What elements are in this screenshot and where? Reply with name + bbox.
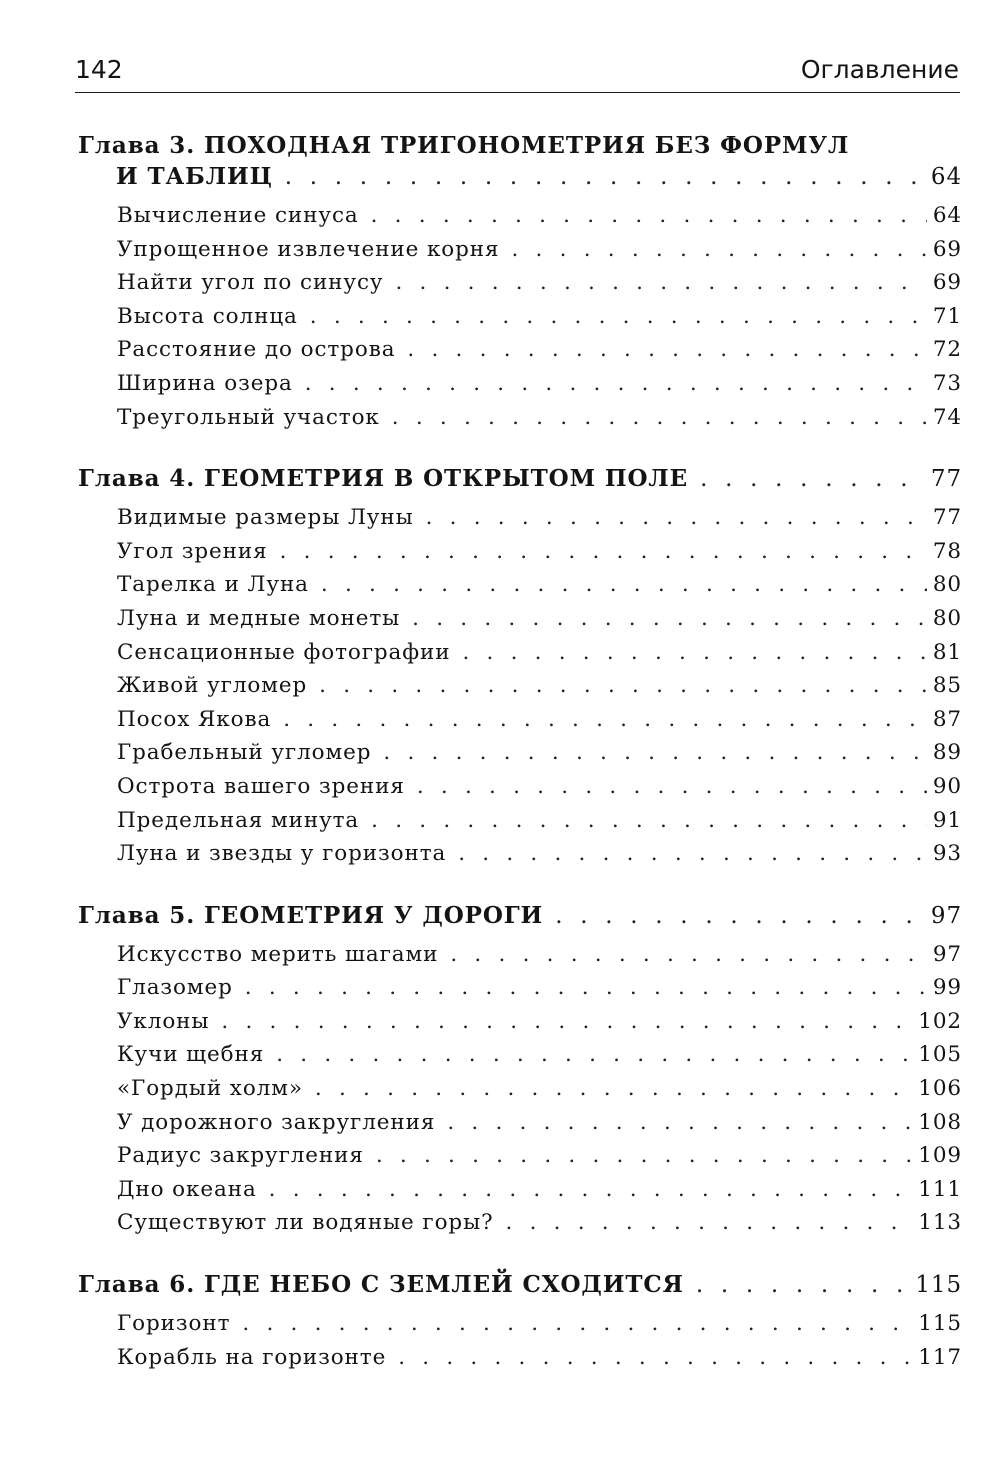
running-head [75, 52, 960, 93]
dot-leader [376, 1139, 912, 1173]
table-of-contents [78, 130, 962, 1403]
dot-leader [506, 1206, 913, 1240]
entry-title: Живой угломер [117, 673, 308, 699]
entry-page-number: 77 [932, 505, 962, 531]
toc-entry [78, 199, 962, 233]
dot-leader [371, 199, 927, 233]
chapter-title: Глава 5. ГЕОМЕТРИЯ У ДОРОГИ [78, 901, 544, 929]
dot-leader [280, 535, 927, 569]
dot-leader [315, 1072, 912, 1106]
entry-title: Предельная минута [117, 807, 360, 833]
entry-page-number: 74 [932, 404, 962, 430]
toc-entry [78, 333, 962, 367]
entry-page-number: 105 [918, 1042, 962, 1068]
entry-page-number: 106 [918, 1076, 962, 1102]
dot-leader [407, 333, 926, 367]
toc-entry [78, 1173, 962, 1207]
entry-page-number: 91 [932, 807, 962, 833]
entry-title: «Гордый холм» [117, 1076, 303, 1102]
toc-entry [78, 1139, 962, 1173]
chapter-heading [78, 900, 962, 932]
entry-title: Сенсационные фотографии [117, 639, 451, 665]
chapter-3 [78, 130, 962, 434]
entry-title: Существуют ли водяные горы? [117, 1210, 494, 1236]
chapter-title-line1: Глава 3. ПОХОДНАЯ ТРИГОНОМЕТРИЯ БЕЗ ФОРМУЛ [78, 132, 850, 159]
dot-leader [283, 703, 927, 737]
entry-page-number: 71 [932, 303, 962, 329]
dot-leader [447, 1106, 912, 1140]
dot-leader [412, 602, 927, 636]
dot-leader [696, 1270, 910, 1301]
entry-page-number: 80 [932, 572, 962, 598]
dot-leader [383, 736, 926, 770]
chapter-heading [78, 463, 962, 495]
entry-title: Дно океана [117, 1176, 257, 1202]
entry-page-number: 64 [932, 203, 962, 228]
dot-leader [462, 636, 926, 670]
toc-entry [78, 1106, 962, 1140]
dot-leader [426, 501, 927, 535]
entry-title: Уклоны [117, 1008, 210, 1034]
entry-page-number: 80 [932, 605, 962, 631]
chapter-6 [78, 1269, 962, 1374]
toc-entry [78, 770, 962, 804]
toc-entry [78, 1038, 962, 1072]
toc-entry [78, 367, 962, 401]
chapter-4 [78, 463, 962, 871]
entry-page-number: 93 [932, 841, 962, 867]
entry-title: Корабль на горизонте [117, 1344, 387, 1370]
dot-leader [371, 804, 927, 838]
entry-page-number: 117 [918, 1344, 962, 1370]
entry-page-number: 85 [932, 673, 962, 699]
toc-entry [78, 971, 962, 1005]
toc-entry [78, 736, 962, 770]
chapter-heading [78, 130, 962, 193]
toc-entry [78, 501, 962, 535]
toc-entry [78, 837, 962, 871]
entry-page-number: 69 [932, 236, 962, 262]
entry-title: Расстояние до острова [117, 337, 396, 363]
toc-entry [78, 233, 962, 267]
entry-title: Треугольный участок [117, 404, 380, 430]
entry-title: Глазомер [117, 975, 233, 1001]
section-list [78, 1307, 962, 1374]
entry-title: Видимые размеры Луны [117, 505, 414, 531]
dot-leader [310, 300, 927, 334]
entry-page-number: 81 [932, 639, 962, 665]
toc-entry [78, 1005, 962, 1039]
entry-title: Грабельный угломер [117, 740, 372, 766]
entry-page-number: 97 [932, 941, 962, 967]
chapter-title-line2: И ТАБЛИЦ [116, 163, 273, 190]
entry-title: Искусство мерить шагами [117, 941, 439, 967]
entry-title: У дорожного закругления [117, 1109, 436, 1135]
chapter-page-number: 115 [915, 1272, 962, 1299]
entry-title: Ширина озера [117, 370, 293, 396]
toc-entry [78, 401, 962, 435]
section-list [78, 199, 962, 434]
entry-title: Посох Якова [117, 706, 272, 732]
toc-entry [78, 1072, 962, 1106]
dot-leader [458, 837, 927, 871]
toc-entry [78, 1341, 962, 1375]
entry-page-number: 115 [918, 1311, 962, 1337]
entry-title: Горизонт [117, 1311, 231, 1337]
toc-entry [78, 1307, 962, 1341]
chapter-title: Глава 6. ГДЕ НЕБО С ЗЕМЛЕЙ СХОДИТСЯ [78, 1271, 684, 1299]
toc-entry [78, 602, 962, 636]
chapter-page-number: 64 [930, 164, 962, 190]
chapter-title-row [78, 1269, 962, 1301]
chapter-title: Глава 4. ГЕОМЕТРИЯ В ОТКРЫТОМ ПОЛЕ [78, 465, 689, 493]
entry-title: Луна и медные монеты [117, 605, 401, 631]
section-list [78, 501, 962, 871]
entry-page-number: 109 [918, 1143, 962, 1169]
entry-title: Найти угол по синусу [117, 270, 384, 296]
entry-page-number: 69 [932, 270, 962, 296]
entry-page-number: 90 [932, 773, 962, 799]
chapter-heading [78, 1269, 962, 1301]
dot-leader [555, 901, 925, 932]
dot-leader [395, 266, 926, 300]
toc-entry [78, 938, 962, 972]
page-number: 142 [75, 55, 123, 84]
dot-leader [269, 1173, 913, 1207]
dot-leader [242, 1307, 912, 1341]
dot-leader [450, 938, 926, 972]
entry-title: Вычисление синуса [117, 203, 359, 228]
toc-entry [78, 703, 962, 737]
entry-title: Угол зрения [117, 538, 268, 564]
entry-page-number: 113 [918, 1210, 962, 1236]
entry-page-number: 89 [932, 740, 962, 766]
dot-leader [285, 162, 925, 193]
entry-page-number: 102 [918, 1008, 962, 1034]
entry-title: Радиус закругления [117, 1143, 364, 1169]
section-list [78, 938, 962, 1240]
chapter-title-row [78, 900, 962, 932]
toc-entry [78, 300, 962, 334]
entry-title: Тарелка и Луна [117, 572, 309, 598]
chapter-5 [78, 900, 962, 1240]
chapter-page-number: 97 [930, 902, 962, 929]
toc-entry [78, 568, 962, 602]
entry-page-number: 72 [932, 337, 962, 363]
toc-entry [78, 535, 962, 569]
toc-entry [78, 266, 962, 300]
dot-leader [511, 233, 926, 267]
dot-leader [321, 568, 927, 602]
toc-entry [78, 669, 962, 703]
chapter-title-row [78, 463, 962, 495]
dot-leader [245, 971, 927, 1005]
running-head-title: Оглавление [800, 55, 959, 84]
entry-title: Луна и звезды у горизонта [117, 841, 447, 867]
chapter-page-number: 77 [930, 466, 962, 493]
toc-entry [78, 636, 962, 670]
entry-title: Упрощенное извлечение корня [117, 236, 500, 262]
dot-leader [276, 1038, 912, 1072]
entry-title: Высота солнца [117, 303, 298, 329]
entry-page-number: 111 [918, 1176, 962, 1202]
dot-leader [305, 367, 927, 401]
dot-leader [392, 401, 927, 435]
entry-page-number: 87 [932, 706, 962, 732]
entry-title: Острота вашего зрения [117, 773, 405, 799]
dot-leader [398, 1341, 912, 1375]
entry-page-number: 78 [932, 538, 962, 564]
entry-page-number: 73 [932, 370, 962, 396]
entry-page-number: 99 [932, 975, 962, 1001]
chapter-title-row [78, 161, 962, 193]
dot-leader [319, 669, 927, 703]
dot-leader [700, 464, 925, 495]
entry-title: Кучи щебня [117, 1042, 265, 1068]
entry-page-number: 108 [918, 1109, 962, 1135]
toc-entry [78, 804, 962, 838]
dot-leader [417, 770, 927, 804]
toc-entry [78, 1206, 962, 1240]
dot-leader [221, 1005, 912, 1039]
